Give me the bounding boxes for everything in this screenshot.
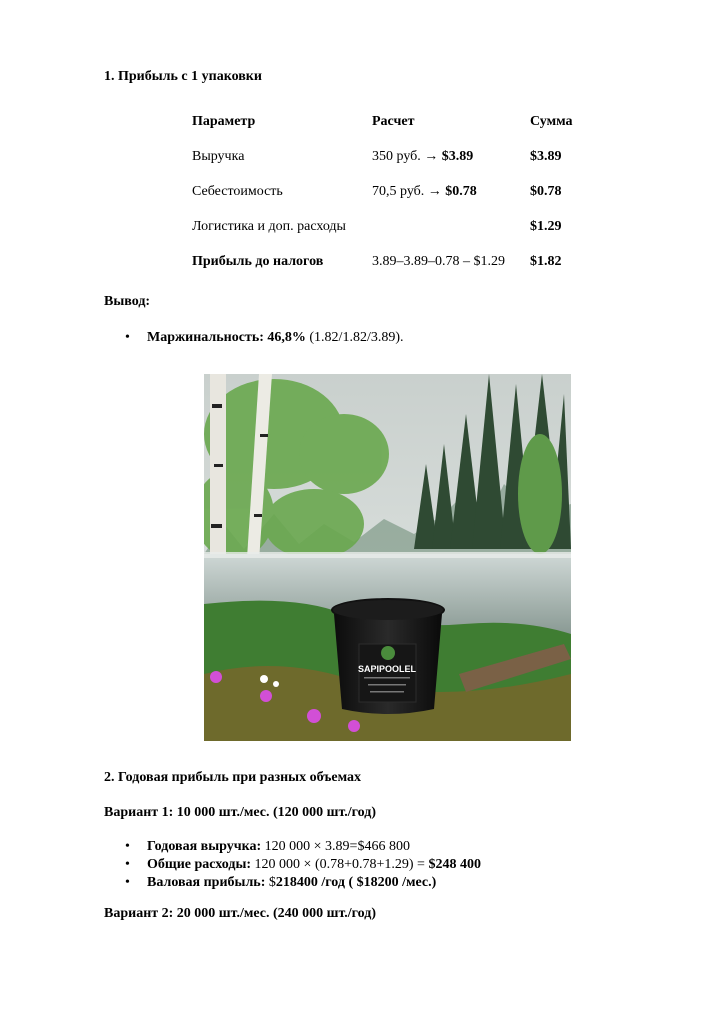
- list-item: [104, 856, 481, 874]
- section1-title: 1. Прибыль с 1 упаковки: [104, 69, 262, 84]
- conclusion-list: [104, 329, 404, 347]
- item-label: Годовая выручка:: [147, 839, 262, 854]
- header-param: Параметр: [192, 113, 256, 129]
- conclusion-label: Вывод:: [104, 294, 151, 309]
- item-bold-value: 218400 /год ( $18200 /мес.): [275, 875, 437, 890]
- item-value: $: [265, 875, 276, 890]
- calc-prefix: 350 руб. →: [372, 148, 439, 164]
- calc-result: $0.78: [445, 183, 477, 199]
- margin-detail: (1.82/1.82/3.89).: [305, 330, 404, 345]
- table-row: [186, 174, 596, 209]
- table-header-row: [186, 104, 596, 139]
- item-value: 120 000 × (0.78+0.78+1.29) =: [251, 857, 429, 872]
- variant1-title: Вариант 1: 10 000 шт./мес. (120 000 шт./год): [104, 805, 377, 820]
- product-bucket: [331, 598, 445, 714]
- header-sum: Сумма: [530, 113, 573, 129]
- row-param: Выручка: [192, 148, 245, 164]
- item-bold-value: $248 400: [428, 857, 481, 872]
- row-sum: $1.29: [530, 218, 562, 234]
- row-sum: $0.78: [530, 183, 562, 199]
- row-param: Себестоимость: [192, 183, 283, 199]
- row-calc: [366, 139, 524, 174]
- product-brand-label: SAPIPOOLEL: [357, 664, 417, 674]
- variant2-title: Вариант 2: 20 000 шт./мес. (240 000 шт./год): [104, 906, 377, 921]
- item-value: 120 000 × 3.89=$466 800: [261, 839, 410, 854]
- section2-title: 2. Годовая прибыль при разных объемах: [104, 770, 362, 785]
- row-calc: [366, 174, 524, 209]
- row-param: Прибыль до налогов: [192, 253, 324, 269]
- table-row: [186, 209, 596, 244]
- item-label: Общие расходы:: [147, 857, 252, 872]
- row-param: Логистика и доп. расходы: [192, 218, 346, 234]
- row-sum: $3.89: [530, 148, 562, 164]
- list-item: [104, 874, 481, 892]
- forest-lake-scene: [204, 374, 571, 741]
- row-calc: 3.89–3.89–0.78 – $1.29: [372, 253, 505, 269]
- product-photo: [204, 374, 571, 741]
- list-item: [104, 329, 404, 347]
- table-row: [186, 139, 596, 174]
- item-label: Валовая прибыль:: [147, 875, 266, 890]
- list-item: [104, 838, 481, 856]
- profit-table: [186, 104, 596, 279]
- row-calc: [366, 209, 524, 244]
- margin-label: Маржинальность: 46,8%: [147, 330, 306, 345]
- table-row: [186, 244, 596, 279]
- header-calc: Расчет: [372, 113, 415, 129]
- calc-result: $3.89: [441, 148, 474, 164]
- variant1-list: [104, 838, 481, 892]
- row-sum: $1.82: [530, 253, 562, 269]
- calc-prefix: 70,5 руб. →: [372, 183, 442, 199]
